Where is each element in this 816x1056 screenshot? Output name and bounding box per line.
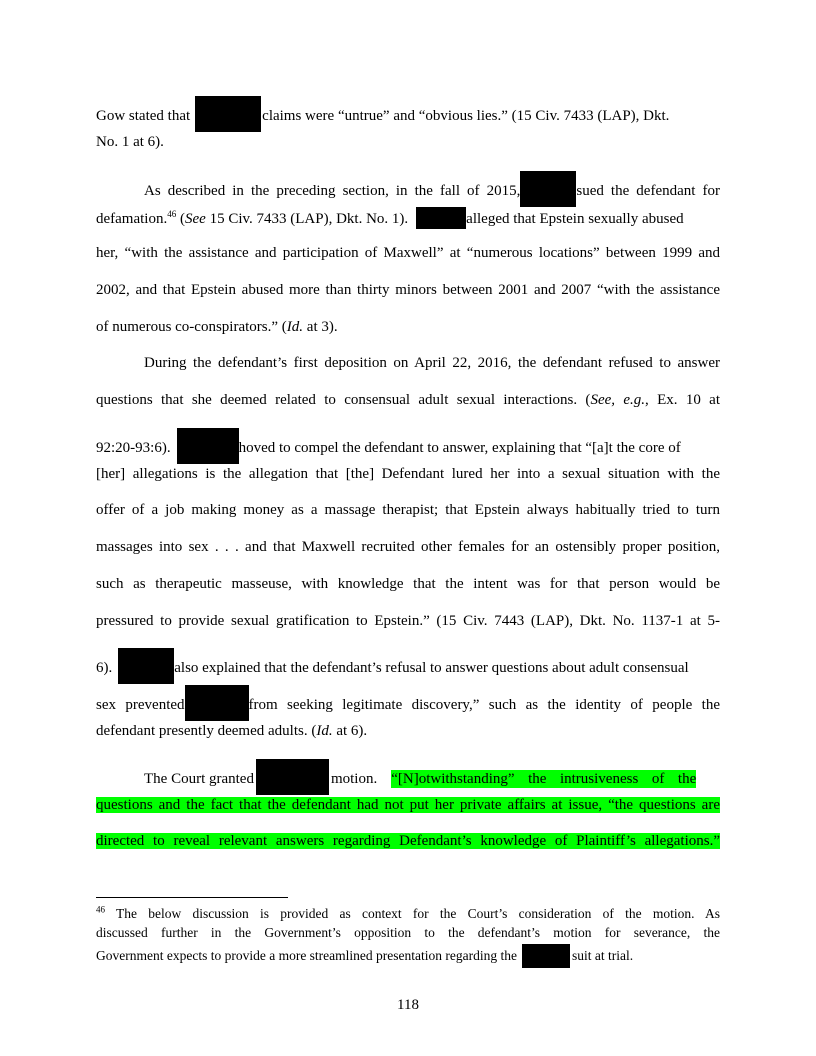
text-line: questions that she deemed related to consensual adult sexual interactions. (See, e.g., Ex. 10 at xyxy=(96,392,720,408)
redaction-box xyxy=(195,96,261,132)
text-line: such as therapeutic masseuse, with knowledge that the intent was for that person would be xyxy=(96,576,720,592)
redaction-box xyxy=(177,428,239,464)
highlighted-text: questions and the fact that the defendant had not put her private affairs at issue, “the questions are xyxy=(96,797,720,813)
footnote-separator xyxy=(96,897,288,898)
text-line: 92:20-93:6). hoved to compel the defendant to answer, explaining that “[a]t the core of xyxy=(96,428,720,464)
footnote-line: Government expects to provide a more streamlined presentation regarding the suit at trial. xyxy=(96,944,720,968)
text-line xyxy=(96,796,720,814)
footnote-line: discussed further in the Government’s opposition to the defendant’s motion for severance, the xyxy=(96,925,720,940)
text-line: massages into sex . . . and that Maxwell recruited other females for an ostensibly proper position, xyxy=(96,539,720,555)
footnote-line: $^{46}$ The below discussion is provided as context for the Court’s consideration of the motion. As xyxy=(96,904,720,921)
footnote-number: 46 xyxy=(96,904,105,915)
text-line: During the defendant’s first deposition on April 22, 2016, the defendant refused to answer xyxy=(144,355,720,371)
highlighted-text: “[N]otwithstanding” the intrusiveness of the xyxy=(391,771,697,787)
text-line: [her] allegations is the allegation that [the] Defendant lured her into a sexual situation with the xyxy=(96,466,720,482)
redaction-box xyxy=(416,207,466,229)
redaction-box xyxy=(256,759,329,795)
text-line: her, “with the assistance and participation of Maxwell” at “numerous locations” between 1999 and xyxy=(96,245,720,261)
redaction-box xyxy=(185,685,249,721)
redaction-box xyxy=(520,171,576,207)
text-line: defamation.$^{46}$ (See 15 Civ. 7433 (LAP), Dkt. No. 1). alleged that Epstein sexually abused xyxy=(96,209,684,227)
text-line: Gow stated that claims were “untrue” and “obvious lies.” (15 Civ. 7433 (LAP), Dkt. xyxy=(96,96,720,132)
redaction-box xyxy=(522,944,570,968)
text-line: sex prevented from seeking legitimate discovery,” such as the identity of people the xyxy=(96,685,720,721)
text-line: defendant presently deemed adults. (Id. at 6). xyxy=(96,723,368,739)
text-line: of numerous co-conspirators.” (Id. at 3). xyxy=(96,319,338,335)
text-line: The Court granted motion. “[N]otwithstanding” the intrusiveness of the xyxy=(96,759,720,795)
text-line: No. 1 at 6). xyxy=(96,134,164,150)
redaction-box xyxy=(118,648,174,684)
text-line: offer of a job making money as a massage therapist; that Epstein always habitually tried to turn xyxy=(96,502,720,518)
text-line: 2002, and that Epstein abused more than thirty minors between 2001 and 2007 “with the assistance xyxy=(96,282,720,298)
text-line: As described in the preceding section, in the fall of 2015, sued the defendant for xyxy=(96,171,720,207)
highlighted-text: directed to reveal relevant answers regarding Defendant’s knowledge of Plaintiff’s allegations.” xyxy=(96,833,720,849)
text-line xyxy=(96,832,720,850)
text-line: pressured to provide sexual gratification to Epstein.” (15 Civ. 7443 (LAP), Dkt. No. 1137-1 at 5- xyxy=(96,613,720,629)
footnote-ref: 46 xyxy=(167,209,177,219)
text-line: 6). also explained that the defendant’s refusal to answer questions about adult consensual xyxy=(96,648,720,684)
page-number: 118 xyxy=(397,997,419,1013)
